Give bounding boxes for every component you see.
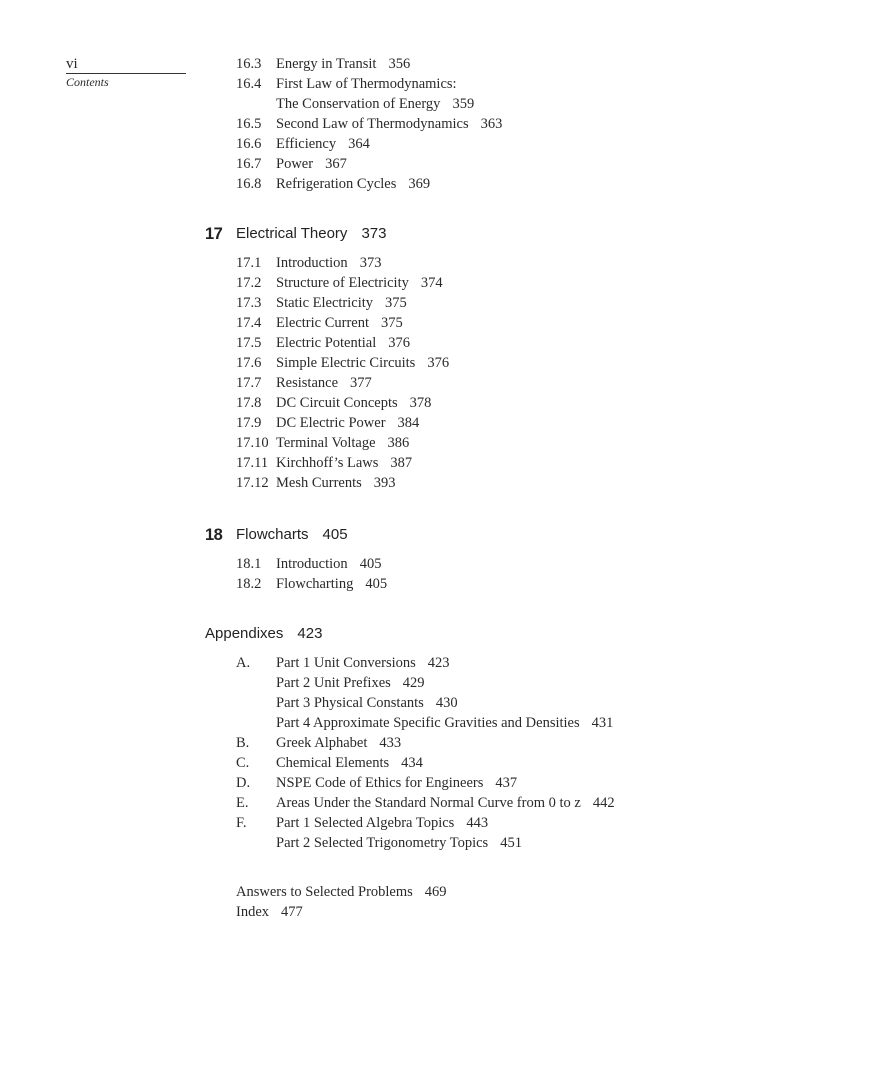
chapter-title: Flowcharts xyxy=(236,526,309,543)
section-number: 17.2 xyxy=(236,275,262,291)
toc-entry xyxy=(0,293,884,313)
page-ref: 405 xyxy=(359,556,382,572)
page-ref: 375 xyxy=(385,295,407,311)
toc-entry xyxy=(0,154,884,174)
toc-entry xyxy=(0,773,884,793)
page-ref: 359 xyxy=(452,96,475,112)
section-title-line xyxy=(276,353,449,373)
chapter-page: 405 xyxy=(322,526,348,543)
page-ref: 405 xyxy=(365,576,388,592)
section-title-line xyxy=(276,673,425,693)
toc-entry xyxy=(0,253,884,273)
page-ref: 429 xyxy=(402,675,425,691)
toc-entry xyxy=(0,713,884,733)
toc-entry xyxy=(0,813,884,833)
toc-entry xyxy=(0,373,884,393)
page-ref: 373 xyxy=(359,255,382,271)
toc-entry xyxy=(0,114,884,134)
page-ref: 434 xyxy=(401,755,423,771)
section-title-line xyxy=(276,473,396,493)
section-title: Areas Under the Standard Normal Curve from 0 to z xyxy=(276,795,581,811)
page-ref: 384 xyxy=(397,415,420,431)
chapter-title-line xyxy=(236,524,348,546)
section-title: Part 2 Selected Trigonometry Topics xyxy=(276,835,489,851)
section-title-line xyxy=(236,882,447,902)
toc-entry xyxy=(0,833,884,853)
page-ref: 443 xyxy=(466,815,489,831)
page-ref: 437 xyxy=(495,775,518,791)
section-title: Second Law of Thermodynamics xyxy=(276,116,469,132)
toc-entry xyxy=(0,473,884,493)
toc-entry xyxy=(0,393,884,413)
section-title-line xyxy=(276,94,474,114)
section-title-line xyxy=(276,54,410,74)
section-title: Resistance xyxy=(276,375,339,391)
toc-entry xyxy=(0,453,884,473)
section-title-line xyxy=(276,74,457,94)
section-title: Flowcharting xyxy=(276,576,354,592)
section-title: Greek Alphabet xyxy=(276,735,368,751)
toc-entry xyxy=(0,134,884,154)
section-title: Terminal Voltage xyxy=(276,435,376,451)
running-title: Contents xyxy=(66,75,109,89)
page-ref: 469 xyxy=(424,884,447,900)
page-ref: 369 xyxy=(408,176,431,192)
page-ref: 378 xyxy=(409,395,432,411)
section-title-line xyxy=(276,134,370,154)
section-number: B. xyxy=(236,735,250,751)
toc-entry xyxy=(0,574,884,594)
section-title: Simple Electric Circuits xyxy=(276,355,416,371)
section-title: DC Circuit Concepts xyxy=(276,395,398,411)
section-title: Part 2 Unit Prefixes xyxy=(276,675,391,691)
section-title-line xyxy=(276,413,419,433)
page-ref: 377 xyxy=(350,375,372,391)
toc-entry xyxy=(0,353,884,373)
section-title-line xyxy=(276,253,381,273)
chapter-page: 373 xyxy=(361,225,387,242)
toc-group xyxy=(0,524,884,594)
chapter-heading xyxy=(0,223,884,245)
section-number: 16.8 xyxy=(236,176,262,192)
section-title-line xyxy=(276,813,488,833)
table-of-contents xyxy=(0,54,884,922)
section-title-line xyxy=(276,693,458,713)
chapter-heading xyxy=(0,623,884,645)
toc-entry xyxy=(0,693,884,713)
section-title: Part 1 Unit Conversions xyxy=(276,655,416,671)
chapter-number: 18 xyxy=(205,526,223,544)
section-title: First Law of Thermodynamics: xyxy=(276,76,457,92)
section-number: D. xyxy=(236,775,251,791)
toc-entry xyxy=(0,733,884,753)
page-ref: 423 xyxy=(427,655,450,671)
toc-entry xyxy=(0,793,884,813)
toc-group xyxy=(0,54,884,194)
page-ref: 433 xyxy=(379,735,402,751)
page-ref: 451 xyxy=(500,835,522,851)
section-title: Mesh Currents xyxy=(276,475,362,491)
page-ref: 364 xyxy=(348,136,370,152)
section-number: 16.7 xyxy=(236,156,262,172)
page-ref: 431 xyxy=(591,715,614,731)
page-ref: 393 xyxy=(373,475,396,491)
section-title: Introduction xyxy=(276,255,348,271)
section-title-line xyxy=(276,333,410,353)
section-title: Power xyxy=(276,156,314,172)
toc-entry xyxy=(0,74,884,94)
section-title-line xyxy=(276,753,423,773)
toc-entry xyxy=(0,313,884,333)
section-title: Part 4 Approximate Specific Gravities and Densities xyxy=(276,715,580,731)
toc-entry xyxy=(0,653,884,673)
section-number: 16.4 xyxy=(236,76,262,92)
toc-entry xyxy=(0,333,884,353)
section-number: 17.4 xyxy=(236,315,262,331)
chapter-number: 17 xyxy=(205,225,223,243)
page-ref: 356 xyxy=(388,56,411,72)
section-title: Static Electricity xyxy=(276,295,374,311)
section-title-line xyxy=(276,154,347,174)
section-number: 17.1 xyxy=(236,255,262,271)
chapter-page: 423 xyxy=(297,625,323,642)
section-number: 17.11 xyxy=(236,455,269,471)
section-title-line xyxy=(276,574,387,594)
section-title: Electric Potential xyxy=(276,335,377,351)
section-title: Energy in Transit xyxy=(276,56,377,72)
chapter-title-line xyxy=(205,623,322,645)
section-number: 18.1 xyxy=(236,556,262,572)
page-ref: 367 xyxy=(325,156,347,172)
toc-entry xyxy=(0,902,884,922)
section-number: 17.7 xyxy=(236,375,262,391)
section-number: 17.5 xyxy=(236,335,262,351)
page-number: vi xyxy=(66,56,186,74)
page-ref: 363 xyxy=(480,116,503,132)
toc-entry xyxy=(0,273,884,293)
section-title: Part 1 Selected Algebra Topics xyxy=(276,815,455,831)
section-title: Chemical Elements xyxy=(276,755,390,771)
section-title: Kirchhoff’s Laws xyxy=(276,455,379,471)
section-title: Index xyxy=(236,904,270,920)
page-ref: 376 xyxy=(427,355,450,371)
section-title-line xyxy=(276,653,450,673)
section-title: Answers to Selected Problems xyxy=(236,884,413,900)
page-ref: 375 xyxy=(381,315,403,331)
section-title: DC Electric Power xyxy=(276,415,386,431)
section-number: E. xyxy=(236,795,249,811)
toc-entry xyxy=(0,433,884,453)
section-title-line xyxy=(276,114,502,134)
section-title-line xyxy=(276,174,430,194)
toc-entry xyxy=(0,54,884,74)
section-title-line xyxy=(276,793,615,813)
section-title: Introduction xyxy=(276,556,348,572)
toc-entry xyxy=(0,554,884,574)
section-number: 16.5 xyxy=(236,116,262,132)
section-number: 18.2 xyxy=(236,576,262,592)
toc-entry xyxy=(0,673,884,693)
page-ref: 477 xyxy=(281,904,303,920)
toc-entry xyxy=(0,753,884,773)
toc-group xyxy=(0,223,884,493)
section-number: 17.12 xyxy=(236,475,269,491)
section-title-line xyxy=(276,833,522,853)
section-title-line xyxy=(276,393,431,413)
toc-entry xyxy=(0,882,884,902)
section-title-line xyxy=(276,773,517,793)
chapter-heading xyxy=(0,524,884,546)
section-number: 17.10 xyxy=(236,435,269,451)
chapter-title: Appendixes xyxy=(205,625,284,642)
section-title: Electric Current xyxy=(276,315,369,331)
chapter-title: Electrical Theory xyxy=(236,225,348,242)
section-title-line xyxy=(236,902,303,922)
section-number: A. xyxy=(236,655,251,671)
section-title: NSPE Code of Ethics for Engineers xyxy=(276,775,484,791)
section-number: F. xyxy=(236,815,247,831)
section-number: 17.6 xyxy=(236,355,262,371)
toc-entry xyxy=(0,413,884,433)
page-ref: 430 xyxy=(435,695,458,711)
section-title: Refrigeration Cycles xyxy=(276,176,397,192)
section-title-line xyxy=(276,453,412,473)
section-number: 17.3 xyxy=(236,295,262,311)
toc-entry xyxy=(0,174,884,194)
page-ref: 387 xyxy=(390,455,413,471)
section-title-line xyxy=(276,293,407,313)
section-number: 16.3 xyxy=(236,56,262,72)
section-number: 17.9 xyxy=(236,415,262,431)
section-title-line xyxy=(276,713,613,733)
page-ref: 442 xyxy=(592,795,615,811)
page-ref: 374 xyxy=(420,275,443,291)
section-title-line xyxy=(276,373,372,393)
section-title: Efficiency xyxy=(276,136,337,152)
toc-group xyxy=(0,623,884,853)
section-title: Part 3 Physical Constants xyxy=(276,695,424,711)
toc-group xyxy=(0,882,884,922)
section-number: 16.6 xyxy=(236,136,262,152)
page-ref: 376 xyxy=(388,335,411,351)
chapter-title-line xyxy=(236,223,386,245)
section-number: 17.8 xyxy=(236,395,262,411)
section-title: Structure of Electricity xyxy=(276,275,409,291)
section-title: The Conservation of Energy xyxy=(276,96,441,112)
section-number: C. xyxy=(236,755,250,771)
section-title-line xyxy=(276,313,403,333)
toc-entry xyxy=(0,94,884,114)
section-title-line xyxy=(276,554,381,574)
section-title-line xyxy=(276,733,401,753)
page-ref: 386 xyxy=(387,435,410,451)
section-title-line xyxy=(276,273,443,293)
section-title-line xyxy=(276,433,409,453)
